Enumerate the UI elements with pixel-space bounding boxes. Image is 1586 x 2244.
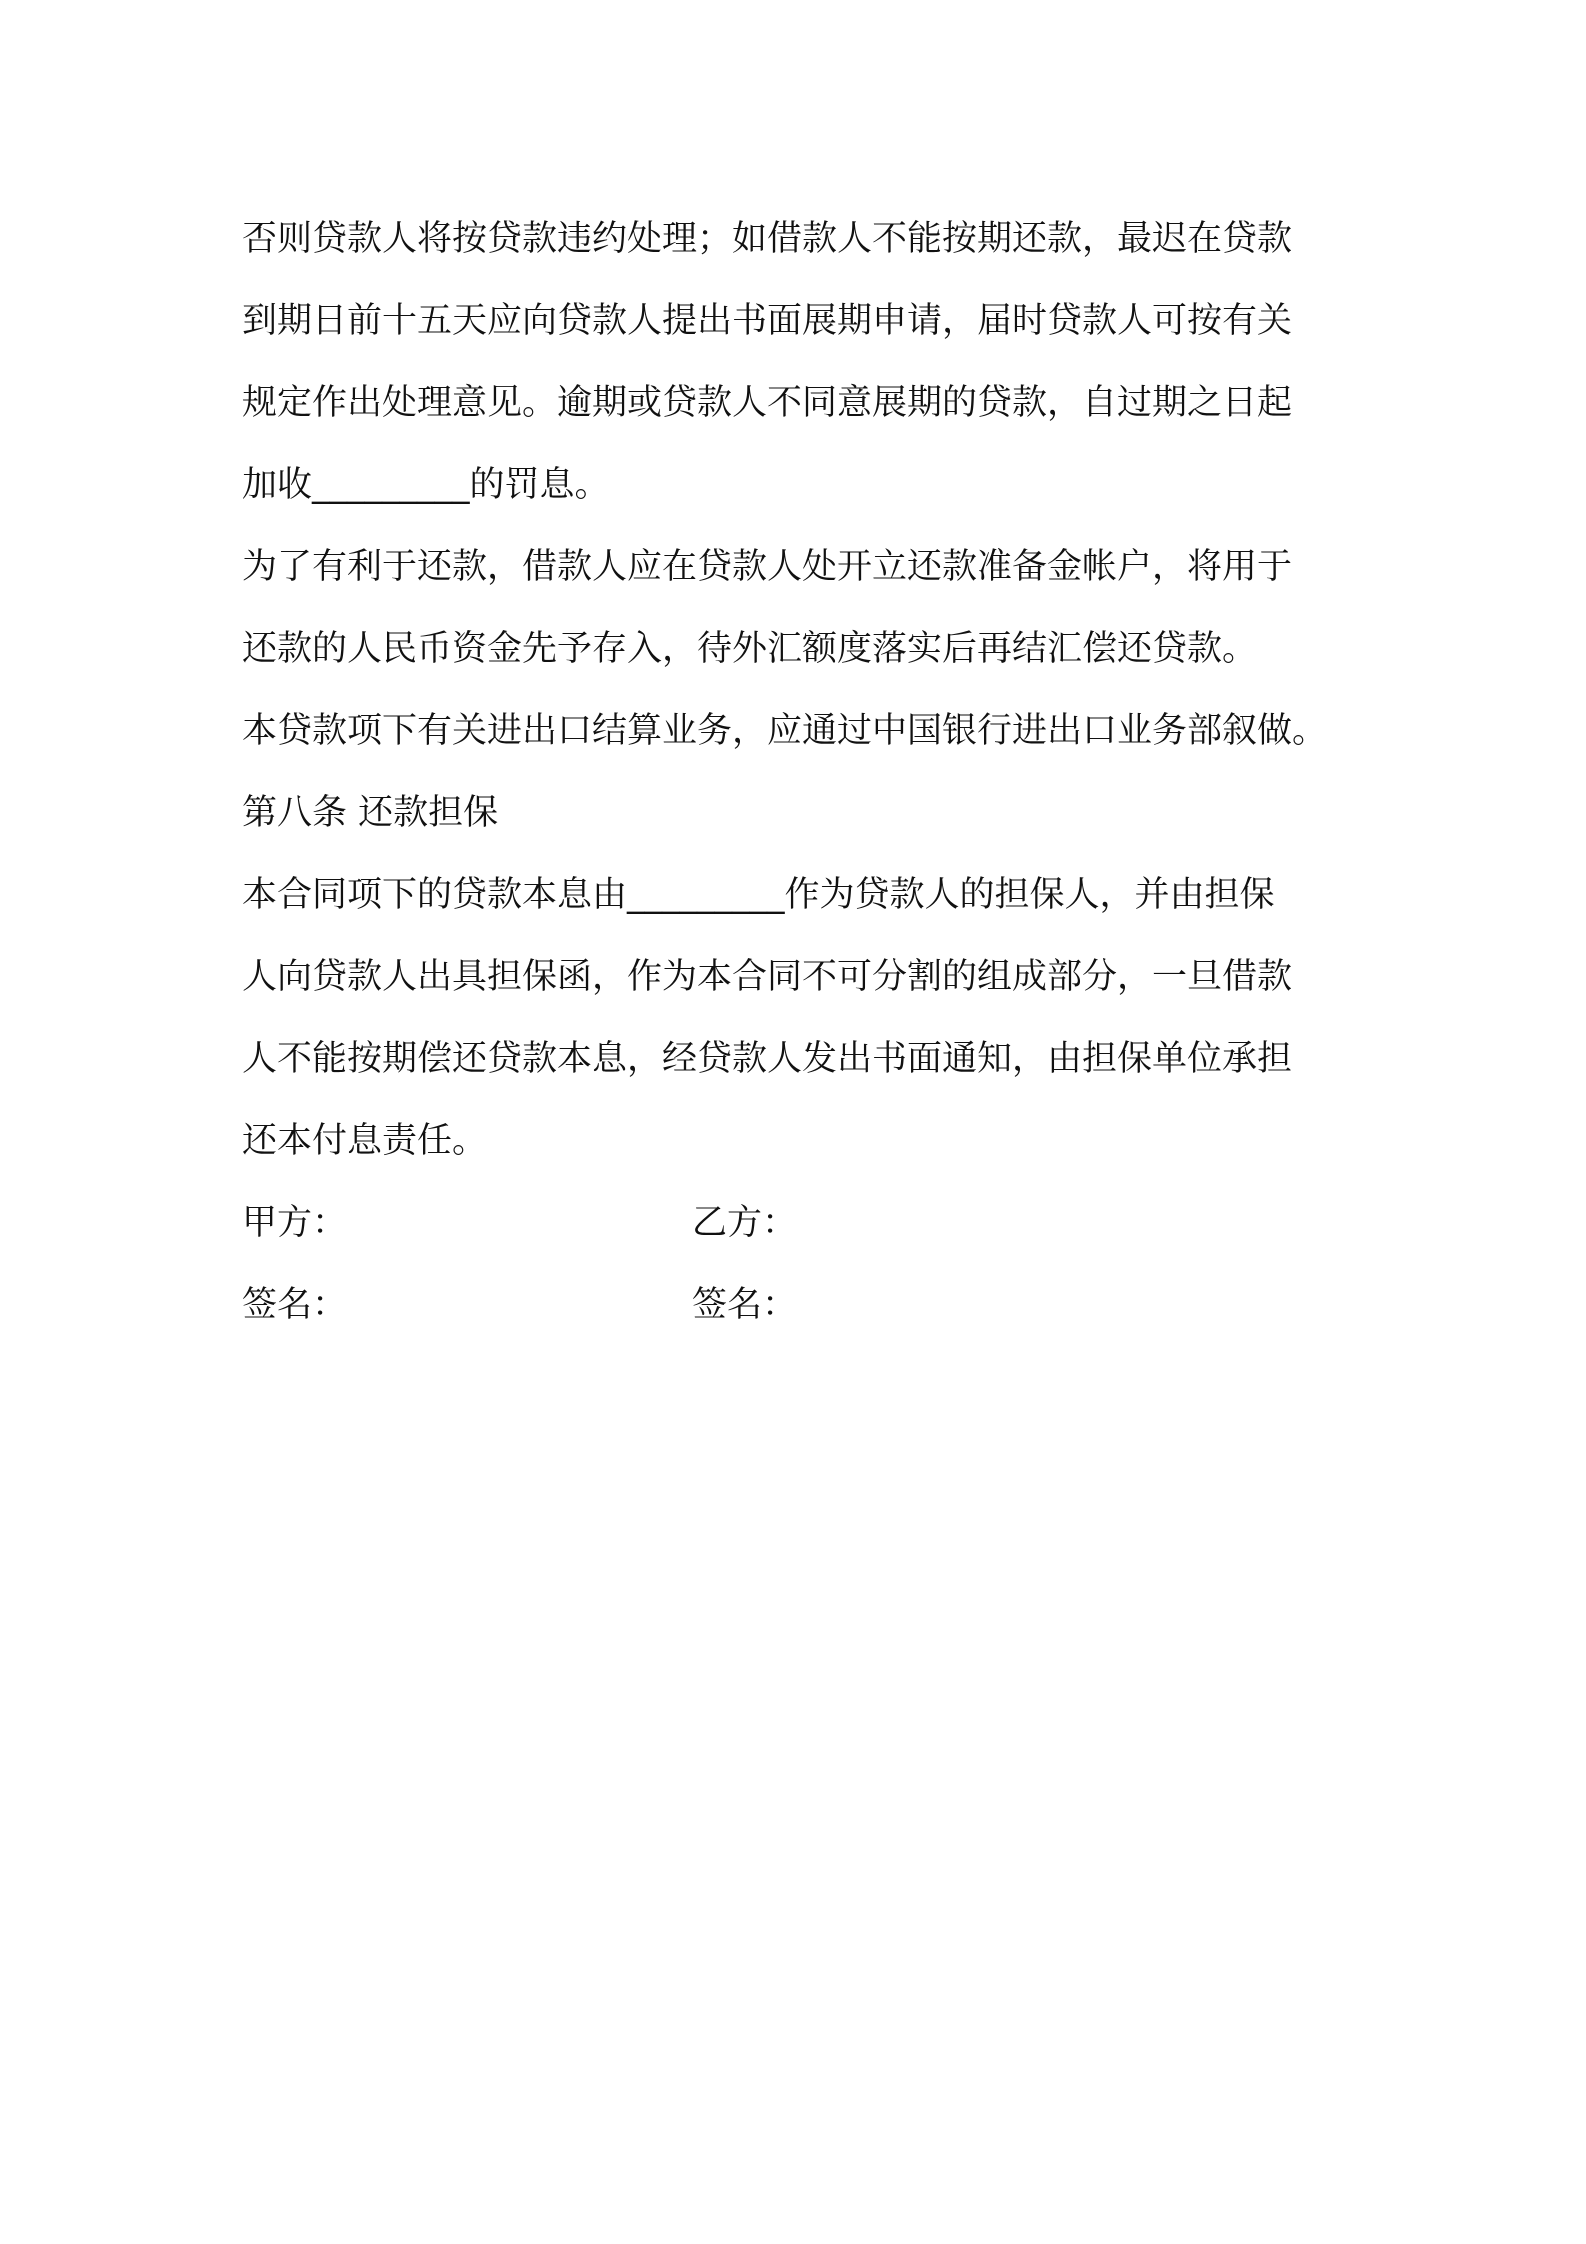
paragraph-line: 人向贷款人出具担保函，作为本合同不可分割的组成部分，一旦借款	[242, 957, 1293, 997]
paragraph-line: 为了有利于还款，借款人应在贷款人处开立还款准备金帐户，将用于	[242, 547, 1293, 587]
signature-b-label: 签名：	[692, 1285, 798, 1325]
paragraph-line: 还款的人民币资金先予存入，待外汇额度落实后再结汇偿还贷款。	[242, 629, 1258, 669]
signature-a-label: 签名：	[242, 1285, 348, 1325]
paragraph-line: 本贷款项下有关进出口结算业务，应通过中国银行进出口业务部叙做。	[242, 711, 1328, 751]
paragraph-line: 人不能按期偿还贷款本息，经贷款人发出书面通知，由担保单位承担	[242, 1039, 1293, 1079]
paragraph-line: 到期日前十五天应向贷款人提出书面展期申请，届时贷款人可按有关	[242, 301, 1293, 341]
section-heading: 第八条 还款担保	[242, 793, 499, 833]
party-row	[242, 1182, 1382, 1264]
party-b-label: 乙方：	[692, 1203, 798, 1243]
paragraph-line: 加收_________的罚息。	[242, 465, 610, 505]
party-a-label: 甲方：	[242, 1203, 348, 1243]
signature-row	[242, 1264, 1382, 1346]
paragraph-line: 还本付息责任。	[242, 1121, 488, 1161]
document-body	[242, 198, 1382, 1346]
paragraph-line: 规定作出处理意见。逾期或贷款人不同意展期的贷款，自过期之日起	[242, 383, 1293, 423]
paragraph-line: 本合同项下的贷款本息由_________作为贷款人的担保人，并由担保	[242, 875, 1275, 915]
paragraph-line: 否则贷款人将按贷款违约处理；如借款人不能按期还款，最迟在贷款	[242, 219, 1293, 259]
